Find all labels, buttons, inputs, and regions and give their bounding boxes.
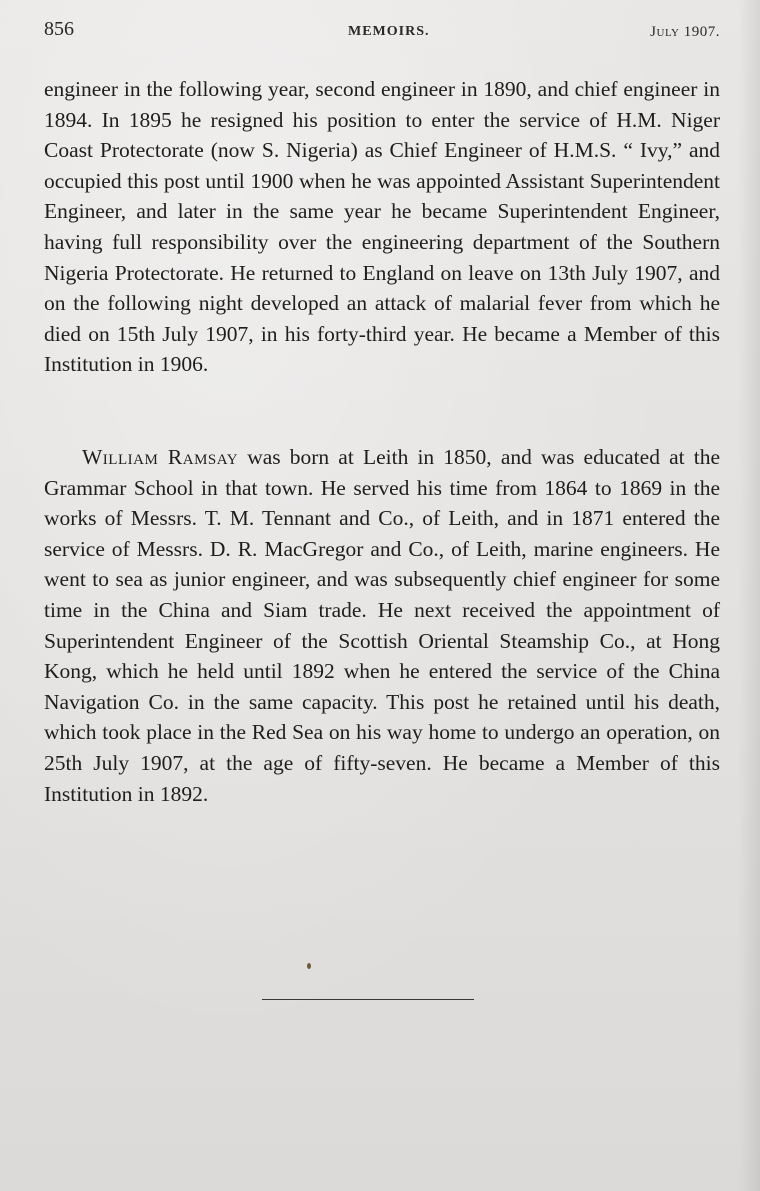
page-number: 856 xyxy=(44,18,74,40)
page-edge-shadow xyxy=(738,0,760,1191)
ink-speck xyxy=(307,963,311,969)
paragraph-text: engineer in the following year, second engineer in 1890, and chief engineer in 1894. In 1895 he resigned his position to enter the service of H.M. Niger Coast Protectorate (now S. Nigeria) as Chief Engineer of H.M.S. “ Ivy,” and occupied this post until 1900 when he was appointed Assistant Superintendent Engineer, and later in the same year he became Superintendent Engineer, having full responsibility over the engineering department of the Southern Nigeria Protectorate. He returned to England on leave on 13th July 1907, and on the following night developed an attack of malarial fever from which he died on 15th July 1907, in his forty-third year. He became a Member of this Institution in 1906. xyxy=(44,77,720,377)
memoir-paragraph-continued xyxy=(44,74,720,380)
header-date: July 1907. xyxy=(650,24,720,40)
page-header xyxy=(44,18,724,44)
section-end-rule xyxy=(262,999,474,1000)
paragraph-text: was born at Leith in 1850, and was educated at the Grammar School in that town. He served his time from 1864 to 1869 in the works of Messrs. T. M. Tennant and Co., of Leith, and in 1871 entered the service of Messrs. D. R. MacGregor and Co., of Leith, marine engineers. He went to sea as junior engineer, and was subsequently chief engineer for some time in the China and Siam trade. He next received the appointment of Superintendent Engineer of the Scottish Oriental Steamship Co., at Hong Kong, which he held until 1892 when he entered the service of the China Navigation Co. in the same capacity. This post he retained until his death, which took place in the Red Sea on his way home to undergo an operation, on 25th July 1907, at the age of fifty-seven. He became a Member of this Institution in 1892. xyxy=(44,445,720,806)
running-head: MEMOIRS. xyxy=(348,24,430,39)
memoir-subject-name: William Ramsay xyxy=(82,445,239,469)
memoir-paragraph-william-ramsay xyxy=(44,442,720,809)
